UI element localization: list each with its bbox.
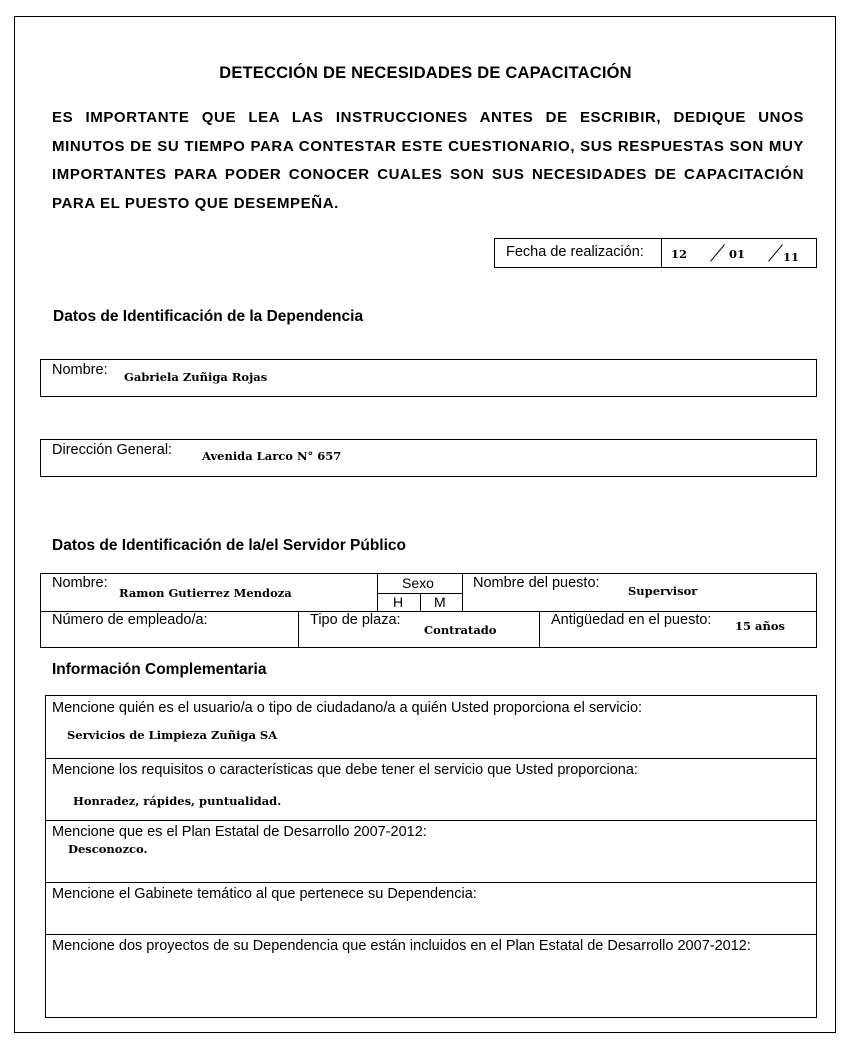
nombre-value: Gabriela Zuñiga Rojas	[124, 370, 268, 384]
answer-requisitos[interactable]: Honradez, rápides, puntualidad.	[73, 794, 282, 808]
nombre-label: Nombre:	[52, 362, 108, 378]
puesto-value[interactable]: Supervisor	[628, 584, 698, 598]
plaza-label: Tipo de plaza:	[310, 612, 401, 628]
date-separator	[768, 244, 783, 261]
complementaria-heading: Información Complementaria	[52, 661, 267, 678]
question-proyectos: Mencione dos proyectos de su Dependencia que están incluidos en el Plan Estatal de Desarrollo 2007-2012:	[52, 938, 751, 954]
question-gabinete: Mencione el Gabinete temático al que pertenece su Dependencia:	[52, 886, 477, 902]
dependencia-heading: Datos de Identificación de la Dependencia	[53, 308, 364, 325]
question-requisitos: Mencione los requisitos o características que debe tener el servicio que Usted proporciona:	[52, 762, 638, 778]
dependencia-nombre-field[interactable]	[40, 359, 817, 397]
complementaria-table	[45, 695, 817, 1018]
question-usuario: Mencione quién es el usuario/a o tipo de ciudadano/a a quién Usted proporciona el servicio:	[52, 700, 643, 716]
puesto-label: Nombre del puesto:	[473, 575, 600, 591]
document-title: DETECCIÓN DE NECESIDADES DE CAPACITACIÓN	[219, 64, 632, 82]
servidor-table	[40, 573, 817, 648]
fecha-year[interactable]: 11	[783, 250, 800, 264]
answer-usuario[interactable]: Servicios de Limpieza Zuñiga SA	[67, 728, 278, 742]
servidor-nombre-label: Nombre:	[52, 575, 108, 591]
antiguedad-label: Antigüedad en el puesto:	[551, 612, 712, 628]
sexo-h-option[interactable]: H	[393, 594, 404, 610]
plaza-value[interactable]: Contratado	[424, 623, 497, 637]
direccion-label: Dirección General:	[52, 442, 173, 458]
sexo-m-option[interactable]: M	[434, 594, 446, 610]
empleado-label: Número de empleado/a:	[52, 612, 208, 628]
servidor-heading: Datos de Identificación de la/el Servidor Público	[52, 537, 407, 554]
fecha-day[interactable]: 12	[671, 247, 688, 261]
answer-plan-estatal[interactable]: Desconozco.	[68, 842, 148, 856]
dependencia-direccion-field[interactable]	[40, 439, 817, 477]
fecha-box	[494, 238, 817, 268]
servidor-nombre-value[interactable]: Ramon Gutierrez Mendoza	[119, 586, 292, 600]
fecha-month[interactable]: 01	[729, 247, 746, 261]
sexo-label: Sexo	[402, 575, 434, 591]
direccion-value: Avenida Larco N° 657	[202, 449, 342, 463]
question-plan-estatal: Mencione que es el Plan Estatal de Desarrollo 2007-2012:	[52, 824, 427, 840]
fecha-label: Fecha de realización:	[506, 244, 644, 260]
instructions-text: ES IMPORTANTE QUE LEA LAS INSTRUCCIONES ANTES DE ESCRIBIR, DEDIQUE UNOS MINUTOS DE SU TIEMPO PARA CONTESTAR ESTE CUESTIONARIO, SUS RESPUESTAS SON MUY IMPORTANTES PARA PODER CONOCER CUALES SON SUS NECESIDADES DE CAPACITACIÓN PARA EL PUESTO QUE DESEMPEÑA.	[52, 109, 804, 212]
date-separator	[710, 244, 725, 261]
antiguedad-value[interactable]: 15 años	[735, 619, 785, 633]
